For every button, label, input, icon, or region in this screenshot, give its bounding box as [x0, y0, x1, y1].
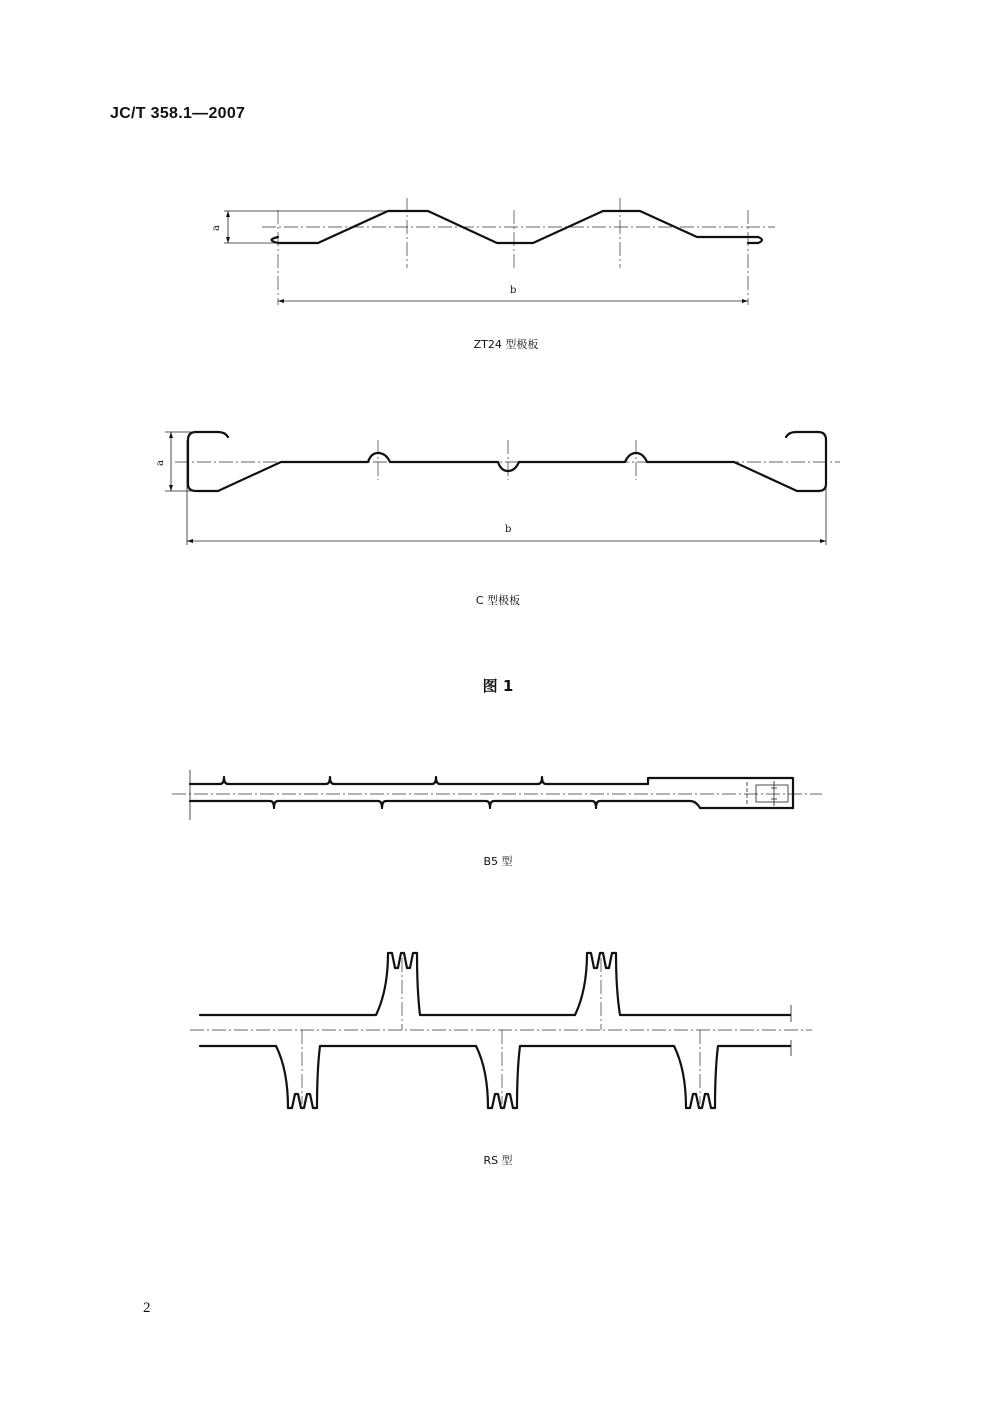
c-dim-a-label: a — [155, 460, 166, 466]
standard-number: JC/T 358.1—2007 — [110, 105, 246, 122]
zt24-dim-b-label: b — [510, 285, 517, 296]
b5-plate-drawing — [172, 770, 822, 820]
c-type-caption: C 型极板 — [475, 594, 521, 607]
zt24-plate-drawing — [211, 198, 775, 305]
rs-plate-drawing — [190, 953, 812, 1108]
b5-caption: B5 型 — [483, 855, 513, 868]
zt24-dim-a-label: a — [211, 225, 222, 231]
page-number: 2 — [143, 1300, 151, 1316]
c-type-plate-drawing — [155, 432, 840, 545]
zt24-caption: ZT24 型极板 — [473, 338, 539, 351]
c-dim-b-label: b — [505, 524, 512, 535]
rs-caption: RS 型 — [483, 1154, 513, 1167]
figure-1-title: 图 1 — [482, 677, 514, 695]
